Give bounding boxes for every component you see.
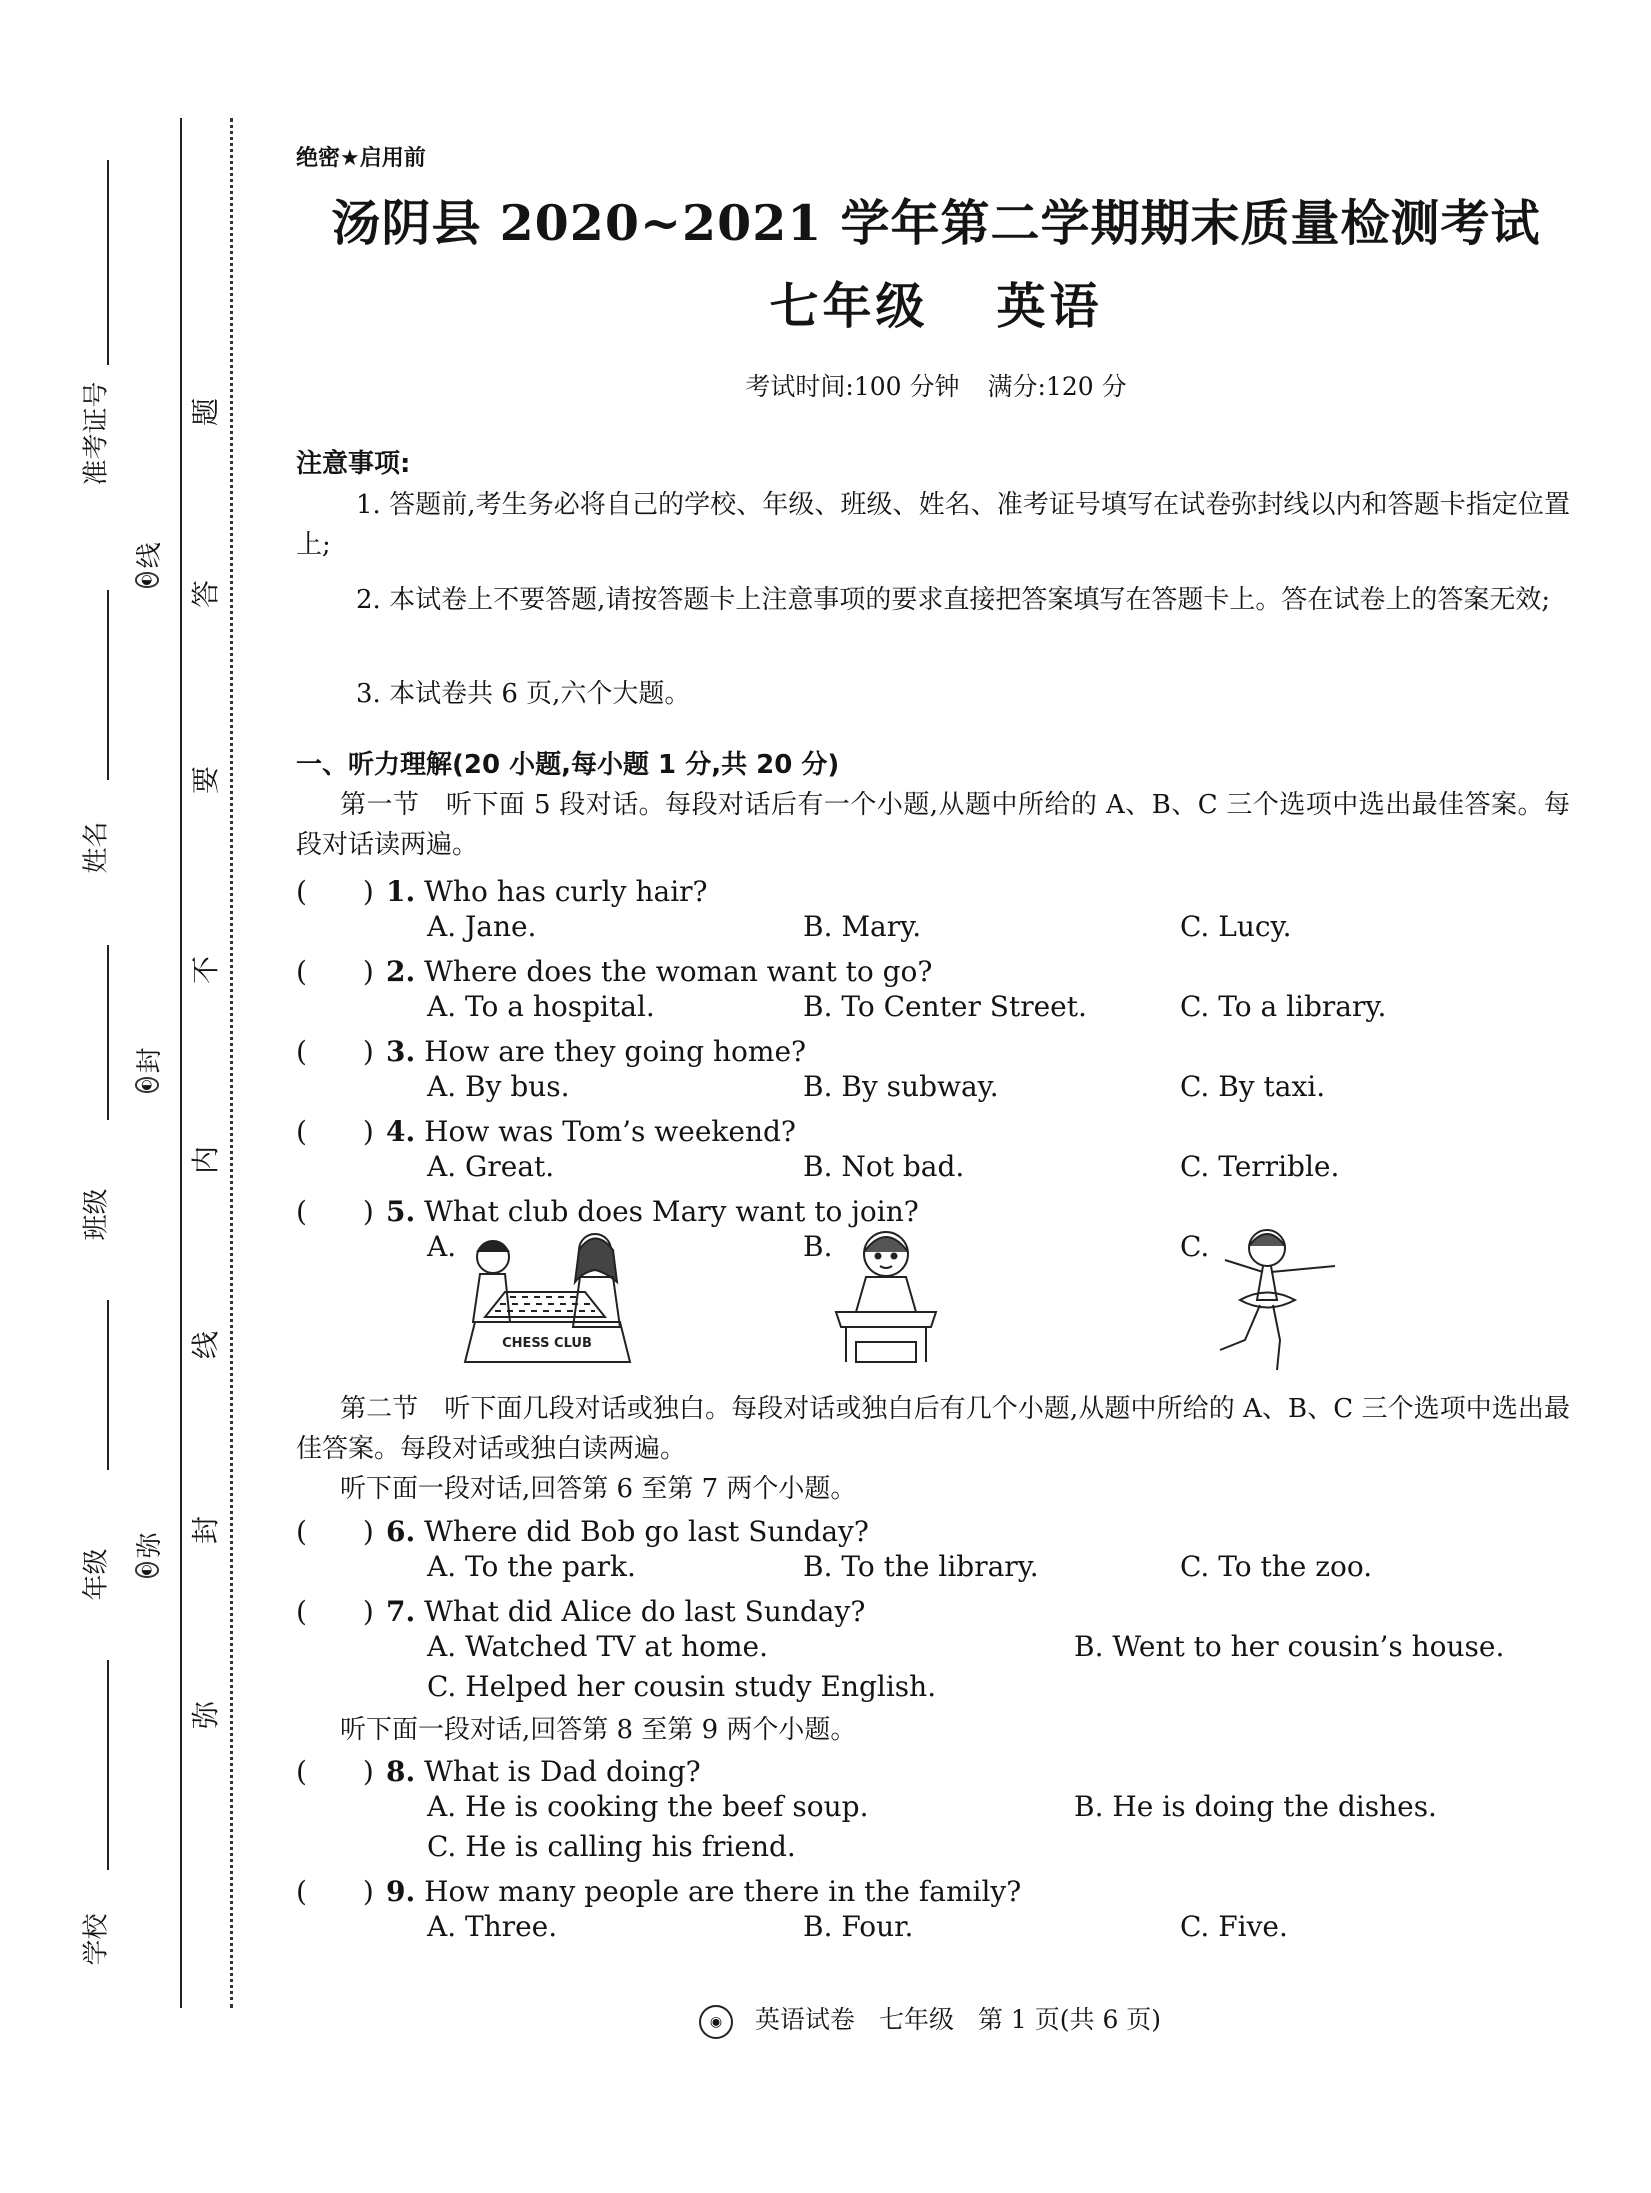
blank-class xyxy=(107,945,109,1120)
question-text: How was Tom’s weekend? xyxy=(424,1115,796,1148)
dialog-intro: 听下面一段对话,回答第 8 至第 9 两个小题。 xyxy=(340,1715,857,1745)
option-a: A. Great. xyxy=(427,1150,555,1183)
question-number: 4. xyxy=(386,1115,416,1148)
option-a: A. Jane. xyxy=(427,910,537,943)
option-a: A. He is cooking the beef soup. xyxy=(427,1790,869,1823)
seal-icon: ◐ xyxy=(135,1077,159,1092)
grade-label: 七年级 xyxy=(769,277,929,335)
footer-subject: 英语试卷 xyxy=(754,2005,855,2034)
seal-mark-seal xyxy=(125,1030,169,1110)
answer-paren: ( ) xyxy=(296,1875,374,1908)
question-number: 9. xyxy=(386,1875,416,1908)
label-class: 班级 xyxy=(81,1188,112,1241)
blank-name xyxy=(107,590,109,780)
option-b: B. xyxy=(803,1230,833,1263)
notice-item: 3. 本试卷共 6 页,六个大题。 xyxy=(356,679,691,709)
warning-char: 答 xyxy=(189,580,222,609)
question-text: What is Dad doing? xyxy=(424,1755,701,1788)
answer-paren: ( ) xyxy=(296,1035,374,1068)
exam-time: 考试时间:100 分钟 xyxy=(745,372,960,401)
question-7 xyxy=(296,1590,865,1630)
answer-paren: ( ) xyxy=(296,1755,374,1788)
notice-item: 2. 本试卷上不要答题,请按答题卡上注意事项的要求直接把答案填写在答题卡上。答在试卷上的答案无效; xyxy=(356,585,1551,615)
option-b: B. By subway. xyxy=(803,1070,999,1103)
question-number: 3. xyxy=(386,1035,416,1068)
school-logo-icon: ◉ xyxy=(699,2005,733,2039)
question-number: 6. xyxy=(386,1515,416,1548)
label-school: 学校 xyxy=(81,1913,112,1966)
option-c: C. To the zoo. xyxy=(1180,1550,1373,1583)
footer-grade: 七年级 xyxy=(878,2005,954,2034)
option-b: B. Mary. xyxy=(803,910,922,943)
exam-info xyxy=(296,367,1576,403)
question-9 xyxy=(296,1870,1021,1910)
subject-label: 英语 xyxy=(996,277,1103,335)
option-a: A. xyxy=(427,1230,457,1263)
section-heading: 一、听力理解(20 小题,每小题 1 分,共 20 分) xyxy=(296,750,840,780)
notice-item: 1. 答题前,考生务必将自己的学校、年级、班级、姓名、准考证号填写在试卷弥封线以内和答题卡指定位置上; xyxy=(296,490,1570,560)
option-c: C. xyxy=(1180,1230,1210,1263)
question-8 xyxy=(296,1750,701,1790)
seal-word: 封 xyxy=(134,1047,165,1074)
label-grade: 年级 xyxy=(81,1548,112,1601)
part2-intro: 第二节 听下面几段对话或独白。每段对话或独白后有几个小题,从题中所给的 A、B、C 三个选项中选出最佳答案。每段对话或独白读两遍。 xyxy=(296,1394,1570,1464)
question-text: How are they going home? xyxy=(424,1035,807,1068)
girl-at-desk-picture xyxy=(826,1222,946,1372)
option-c: C. By taxi. xyxy=(1180,1070,1326,1103)
question-text: Where does the woman want to go? xyxy=(424,955,933,988)
warning-char: 弥 xyxy=(189,1701,222,1730)
option-c: C. Helped her cousin study English. xyxy=(427,1670,937,1703)
chess-club-picture xyxy=(455,1222,640,1372)
seal-mark-mi xyxy=(125,1515,169,1595)
answer-paren: ( ) xyxy=(296,1515,374,1548)
question-number: 1. xyxy=(386,875,416,908)
question-number: 8. xyxy=(386,1755,416,1788)
page-footer xyxy=(296,2000,1576,2039)
blank-grade xyxy=(107,1300,109,1470)
answer-paren: ( ) xyxy=(296,875,374,908)
option-b: B. He is doing the dishes. xyxy=(1074,1790,1437,1823)
question-3 xyxy=(296,1030,806,1070)
question-2 xyxy=(296,950,932,990)
question-text: Who has curly hair? xyxy=(424,875,708,908)
question-text: Where did Bob go last Sunday? xyxy=(424,1515,869,1548)
seal-mark-line xyxy=(125,525,169,605)
option-b: B. To the library. xyxy=(803,1550,1039,1583)
option-a: A. To a hospital. xyxy=(427,990,655,1023)
option-b: B. Went to her cousin’s house. xyxy=(1074,1630,1505,1663)
exam-subtitle xyxy=(296,268,1576,338)
option-a: A. Three. xyxy=(427,1910,558,1943)
part1-intro: 第一节 听下面 5 段对话。每段对话后有一个小题,从题中所给的 A、B、C 三个选项中选出最佳答案。每段对话读两遍。 xyxy=(296,790,1570,860)
seal-word: 线 xyxy=(134,542,165,569)
ballet-dancer-picture xyxy=(1205,1220,1345,1375)
warning-char: 内 xyxy=(189,1146,222,1175)
option-c: C. Five. xyxy=(1180,1910,1288,1943)
option-b: B. To Center Street. xyxy=(803,990,1087,1023)
warning-char: 要 xyxy=(189,766,222,795)
blank-school xyxy=(107,1660,109,1870)
notice-heading: 注意事项: xyxy=(296,449,411,479)
option-a: A. To the park. xyxy=(427,1550,636,1583)
option-c: C. Terrible. xyxy=(1180,1150,1340,1183)
answer-paren: ( ) xyxy=(296,1195,374,1228)
answer-paren: ( ) xyxy=(296,1595,374,1628)
footer-page: 第 1 页(共 6 页) xyxy=(977,2005,1162,2034)
binding-dotted-line xyxy=(230,118,233,2008)
dialog-intro: 听下面一段对话,回答第 6 至第 7 两个小题。 xyxy=(340,1474,857,1504)
option-c: C. Lucy. xyxy=(1180,910,1292,943)
question-number: 5. xyxy=(386,1195,416,1228)
option-b: B. Not bad. xyxy=(803,1150,965,1183)
exam-title: 汤阴县 2020~2021 学年第二学期期末质量检测考试 xyxy=(331,194,1541,252)
label-exam-number: 准考证号 xyxy=(81,381,112,486)
answer-paren: ( ) xyxy=(296,1115,374,1148)
question-text: What did Alice do last Sunday? xyxy=(424,1595,866,1628)
warning-char: 线 xyxy=(189,1331,222,1360)
question-text: How many people are there in the family? xyxy=(424,1875,1022,1908)
question-4 xyxy=(296,1110,796,1150)
question-1 xyxy=(296,870,708,910)
question-6 xyxy=(296,1510,869,1550)
warning-char: 封 xyxy=(189,1516,222,1545)
seal-icon: ◐ xyxy=(135,572,159,587)
question-number: 2. xyxy=(386,955,416,988)
seal-word: 弥 xyxy=(134,1532,165,1559)
option-c: C. To a library. xyxy=(1180,990,1387,1023)
option-b: B. Four. xyxy=(803,1910,914,1943)
question-number: 7. xyxy=(386,1595,416,1628)
answer-paren: ( ) xyxy=(296,955,374,988)
option-a: A. By bus. xyxy=(427,1070,570,1103)
warning-char: 不 xyxy=(189,956,222,985)
secret-stamp: 绝密★启用前 xyxy=(296,146,426,171)
label-name: 姓名 xyxy=(81,821,112,874)
seal-icon: ◐ xyxy=(135,1562,159,1577)
warning-char: 题 xyxy=(189,398,222,427)
blank-exam-number xyxy=(107,160,109,365)
question-text: What club does Mary want to join? xyxy=(424,1195,919,1228)
option-c: C. He is calling his friend. xyxy=(427,1830,796,1863)
option-a: A. Watched TV at home. xyxy=(427,1630,768,1663)
chess-club-label: CHESS CLUB xyxy=(502,1336,592,1351)
exam-score: 满分:120 分 xyxy=(987,372,1127,401)
